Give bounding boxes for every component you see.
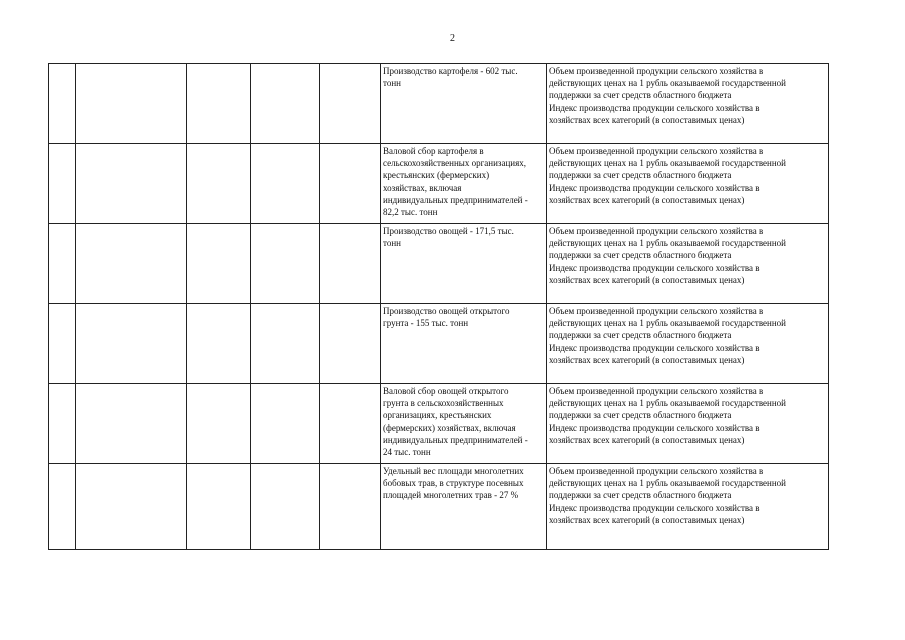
indicators-cell — [547, 224, 829, 304]
target-value-cell — [381, 304, 547, 384]
empty-cell — [251, 64, 320, 144]
empty-cell — [251, 144, 320, 224]
empty-cell — [187, 464, 251, 550]
indicators-text: Объем произведенной продукции сельского хозяйства в действующих ценах на 1 рубль оказываемой государственной поддержки за счет средств областного бюджета Индекс производства продукции сельского хозяйства в хозяйствах всех категорий (в сопоставимых ценах) — [549, 146, 786, 205]
target-value-cell — [381, 384, 547, 464]
target-value-text: Валовой сбор картофеля в сельскохозяйственных организациях, крестьянских (фермерских) хозяйствах, включая индивидуальных предпринимателей - 82,2 тыс. тонн — [383, 146, 528, 218]
target-value-cell — [381, 464, 547, 550]
empty-cell — [76, 384, 187, 464]
empty-cell — [76, 304, 187, 384]
empty-cell — [320, 144, 381, 224]
table-row — [49, 384, 829, 464]
empty-cell — [320, 224, 381, 304]
empty-cell — [320, 304, 381, 384]
indicators-text: Объем произведенной продукции сельского хозяйства в действующих ценах на 1 рубль оказываемой государственной поддержки за счет средств областного бюджета Индекс производства продукции сельского хозяйства в хозяйствах всех категорий (в сопоставимых ценах) — [549, 226, 786, 285]
indicators-text: Объем произведенной продукции сельского хозяйства в действующих ценах на 1 рубль оказываемой государственной поддержки за счет средств областного бюджета Индекс производства продукции сельского хозяйства в хозяйствах всех категорий (в сопоставимых ценах) — [549, 306, 786, 365]
indicators-cell — [547, 304, 829, 384]
empty-cell — [187, 224, 251, 304]
empty-cell — [76, 224, 187, 304]
empty-cell — [76, 464, 187, 550]
empty-cell — [49, 144, 76, 224]
empty-cell — [320, 464, 381, 550]
table-row — [49, 144, 829, 224]
targets-table — [48, 63, 829, 550]
page-number: 2 — [450, 33, 455, 44]
table-body — [49, 64, 829, 550]
table-row — [49, 224, 829, 304]
target-value-cell — [381, 64, 547, 144]
empty-cell — [187, 304, 251, 384]
indicators-text: Объем произведенной продукции сельского хозяйства в действующих ценах на 1 рубль оказываемой государственной поддержки за счет средств областного бюджета Индекс производства продукции сельского хозяйства в хозяйствах всех категорий (в сопоставимых ценах) — [549, 466, 786, 525]
empty-cell — [49, 384, 76, 464]
empty-cell — [320, 384, 381, 464]
indicators-cell — [547, 144, 829, 224]
table-row — [49, 464, 829, 550]
target-value-text: Производство картофеля - 602 тыс. тонн — [383, 66, 518, 89]
empty-cell — [251, 384, 320, 464]
target-value-cell — [381, 224, 547, 304]
indicators-cell — [547, 384, 829, 464]
empty-cell — [187, 64, 251, 144]
empty-cell — [49, 464, 76, 550]
empty-cell — [187, 144, 251, 224]
empty-cell — [49, 64, 76, 144]
indicators-text: Объем произведенной продукции сельского хозяйства в действующих ценах на 1 рубль оказываемой государственной поддержки за счет средств областного бюджета Индекс производства продукции сельского хозяйства в хозяйствах всех категорий (в сопоставимых ценах) — [549, 66, 786, 125]
indicators-text: Объем произведенной продукции сельского хозяйства в действующих ценах на 1 рубль оказываемой государственной поддержки за счет средств областного бюджета Индекс производства продукции сельского хозяйства в хозяйствах всех категорий (в сопоставимых ценах) — [549, 386, 786, 445]
target-value-cell — [381, 144, 547, 224]
empty-cell — [49, 304, 76, 384]
indicators-cell — [547, 464, 829, 550]
target-value-text: Валовой сбор овощей открытого грунта в сельскохозяйственных организациях, крестьянских (фермерских) хозяйствах, включая индивидуальных предпринимателей - 24 тыс. тонн — [383, 386, 528, 458]
empty-cell — [49, 224, 76, 304]
empty-cell — [251, 464, 320, 550]
indicators-cell — [547, 64, 829, 144]
target-value-text: Удельный вес площади многолетних бобовых трав, в структуре посевных площадей многолетних трав - 27 % — [383, 466, 524, 501]
target-value-text: Производство овощей - 171,5 тыс. тонн — [383, 226, 514, 249]
empty-cell — [76, 144, 187, 224]
table-row — [49, 64, 829, 144]
empty-cell — [251, 224, 320, 304]
empty-cell — [320, 64, 381, 144]
empty-cell — [251, 304, 320, 384]
table-row — [49, 304, 829, 384]
target-value-text: Производство овощей открытого грунта - 155 тыс. тонн — [383, 306, 510, 329]
empty-cell — [76, 64, 187, 144]
empty-cell — [187, 384, 251, 464]
